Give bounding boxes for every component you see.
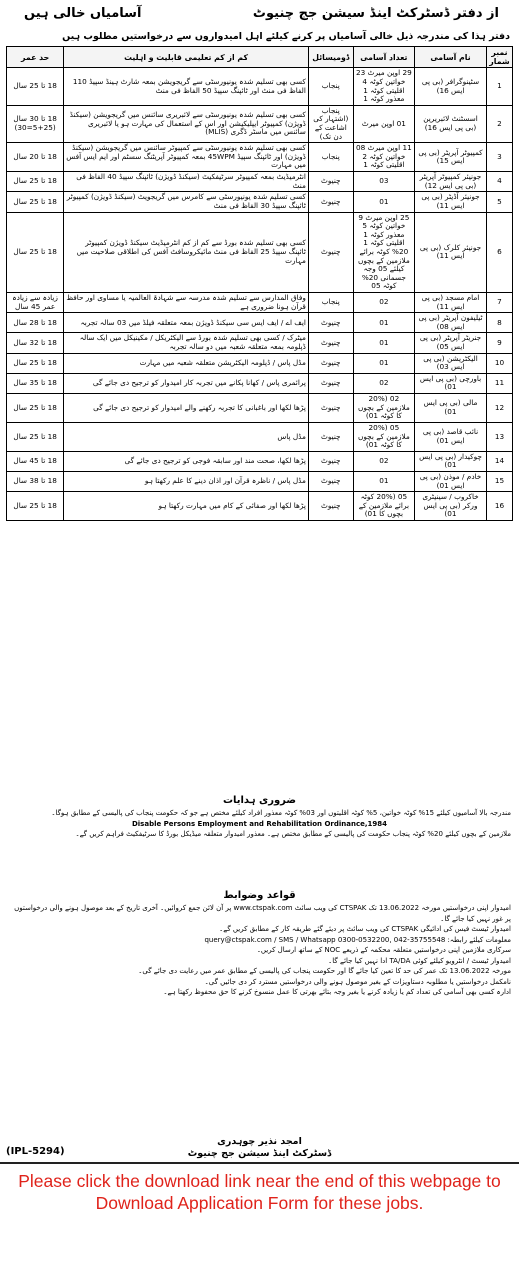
signatory-name: امجد نذیر چوہدری [217,1136,302,1147]
cell-age: 18 تا 35 سال [7,373,64,393]
term-item: نامکمل درخواستیں یا مطلوبہ دستاویزات کے بغیر موصول ہونے والی درخواستیں مسترد کر دی جائیں گی۔ [204,977,511,986]
instructions-block [8,808,511,888]
cell-sr: 11 [486,373,512,393]
cell-title: الیکٹریشن (بی پی ایس 03) [415,353,487,373]
cell-domicile: چنیوٹ [308,422,353,451]
cell-vacancies: 02 (20% ملازمین کے بچوں کا کوٹہ 01) [353,394,414,423]
term-item: سرکاری ملازمین اپنی درخواستیں متعلقہ محکمہ کے ذریعے NOC کے ساتھ ارسال کریں۔ [256,946,511,954]
table-row [7,293,513,313]
cell-qualification: پرائمری پاس / کھانا پکانے میں تجربہ کار امیدوار کو ترجیح دی جائے گی [64,373,309,393]
cell-title: کمپیوٹر آپریٹر (بی پی ایس 15) [415,143,487,172]
table-row [7,143,513,172]
cell-title: جونیئر کلرک (بی پی ایس 11) [415,212,487,292]
cell-vacancies: 05 (20% ملازمین کے بچوں کا کوٹہ 01) [353,422,414,451]
cell-title: امام مسجد (بی پی ایس 11) [415,293,487,313]
cell-vacancies: 03 [353,172,414,192]
terms-title: قواعد وضوابط [223,890,296,901]
cell-sr: 8 [486,313,512,333]
cell-qualification: ایف اے / ایف ایس سی سیکنڈ ڈویژن بمعہ متعلقہ فیلڈ میں 03 سالہ تجربہ [64,313,309,333]
cell-sr: 6 [486,212,512,292]
cell-qualification: مڈل پاس [64,422,309,451]
cell-age: 18 تا 28 سال [7,313,64,333]
header-age: حد عمر [7,47,64,68]
cell-sr: 12 [486,394,512,423]
cell-sr: 2 [486,105,512,142]
cell-vacancies: 29 اوپن میرٹ 23 خواتین کوٹہ 4 اقلیتی کوٹہ 1 معذور کوٹہ 1 [353,68,414,105]
office-heading: از دفتر ڈسٹرکٹ اینڈ سیشن جج چنیوٹ [252,6,499,21]
cell-title: مالی (بی پی ایس 01) [415,394,487,423]
cell-qualification: کسی تسلیم شدہ یونیورسٹی سے کامرس میں گریجویٹ (سیکنڈ ڈویژن) کمپیوٹر ٹائپنگ سپیڈ 30 الفاظ فی منٹ [64,192,309,212]
table-row [7,353,513,373]
cell-domicile: چنیوٹ [308,353,353,373]
instruction-item: Disable Persons Employment and Rehabilitation Ordinance,1984 [131,819,388,828]
cell-qualification: انٹرمیڈیٹ بمعہ کمپیوٹر سرٹیفکیٹ (سیکنڈ ڈویژن) ٹائپنگ سپیڈ 40 الفاظ فی منٹ [64,172,309,192]
cell-title: ٹیلیفون آپریٹر (بی پی ایس 08) [415,313,487,333]
cell-vacancies: 01 [353,353,414,373]
header-qualification: کم از کم تعلیمی قابلیت و اہلیت [64,47,309,68]
cell-age: 18 تا 32 سال [7,333,64,353]
cell-title: اسسٹنٹ لائبریرین (بی پی ایس 16) [415,105,487,142]
cell-age: 18 تا 45 سال [7,451,64,471]
cell-vacancies: 25 اوپن میرٹ 9 خواتین کوٹہ 5 معذور کوٹہ 1 اقلیتی کوٹہ 1 20% کوٹہ برائے ملازمین کے بچوں کیلئے 05 وجہ جسمانی 20% کوٹہ 05 [353,212,414,292]
table-row [7,394,513,423]
instruction-item: مندرجہ بالا آسامیوں کیلئے 15% کوٹہ خواتین، 5% کوٹہ اقلیتوں اور 03% کوٹہ معذور افراد کیلئے مختص ہے جو کہ حکومت پنجاب کی پالیسی کے مطابق ہوگا۔ [51,809,511,817]
cell-age: 18 تا 25 سال [7,492,64,521]
header-title: نام آسامی [415,47,487,68]
cell-domicile: چنیوٹ [308,313,353,333]
cell-vacancies: 01 [353,333,414,353]
cell-domicile: چنیوٹ [308,394,353,423]
cell-domicile: پنجاب [308,143,353,172]
cell-title: خاکروب / سینیٹری ورکر (بی پی ایس 01) [415,492,487,521]
ipl-code: (IPL-5294) [6,1146,65,1157]
header-vacancies: تعداد آسامی [353,47,414,68]
cell-domicile: چنیوٹ [308,192,353,212]
cell-qualification: مڈل پاس / ڈپلومہ الیکٹریشن متعلقہ شعبہ میں مہارت [64,353,309,373]
cell-qualification: مڈل پاس / ناظرہ قرآن اور اذان دینے کا علم رکھتا ہو [64,471,309,491]
cell-vacancies: 11 اوپن میرٹ 08 خواتین کوٹہ 2 اقلیتی کوٹہ 1 [353,143,414,172]
table-row [7,422,513,451]
table-header-row [7,47,513,68]
cell-domicile: پنجاب [308,293,353,313]
intro-text: دفتر ہذا کی مندرجہ ذیل خالی آسامیاں پر کرنے کیلئے اہل امیدواروں سے درخواستیں مطلوب ہیں [62,31,510,42]
cell-title: جونیئر آڈیٹر (بی پی ایس 11) [415,192,487,212]
cell-vacancies: 01 [353,192,414,212]
cell-domicile: چنیوٹ [308,373,353,393]
cell-age: 18 تا 38 سال [7,471,64,491]
cell-sr: 4 [486,172,512,192]
terms-block [8,903,511,1135]
cell-sr: 9 [486,333,512,353]
cell-vacancies: 01 اوپن میرٹ [353,105,414,142]
cell-age: 18 تا 25 سال [7,212,64,292]
table-row [7,313,513,333]
table-row [7,373,513,393]
cell-qualification: میٹرک / کسی بھی تسلیم شدہ بورڈ سے الیکٹریکل / مکینیکل میں ایک سالہ ڈپلومہ بمعہ متعلقہ شعبہ میں دو سالہ تجربہ [64,333,309,353]
cell-domicile: چنیوٹ [308,471,353,491]
cell-title: باورچی (بی پی ایس 01) [415,373,487,393]
table-row [7,68,513,105]
cell-sr: 13 [486,422,512,451]
cell-qualification: پڑھا لکھا اور باغبانی کا تجربہ رکھنے والے امیدوار کو ترجیح دی جائے گی [64,394,309,423]
cell-qualification: کسی بھی تسلیم شدہ بورڈ سے کم از کم انٹرمیڈیٹ سیکنڈ ڈویژن کمپیوٹر ٹائپنگ سپیڈ 25 الفاظ فی منٹ مائیکروسافٹ آفس کی اطلاقی صلاحیت میں مہارت [64,212,309,292]
cell-sr: 7 [486,293,512,313]
cell-domicile: چنیوٹ [308,451,353,471]
cell-age: 18 تا 25 سال [7,394,64,423]
cell-sr: 14 [486,451,512,471]
instructions-title: ضروری ہدایات [222,795,297,806]
vacancies-table [6,46,513,521]
cell-vacancies: 02 [353,451,414,471]
header [6,4,513,30]
vacancies-heading: آسامیاں خالی ہیں [24,6,142,21]
signatory-designation: ڈسٹرکٹ اینڈ سیشن جج چنیوٹ [187,1148,332,1159]
cell-sr: 5 [486,192,512,212]
cell-age: 18 تا 25 سال [7,172,64,192]
cell-title: جنریٹر آپریٹر (بی پی ایس 05) [415,333,487,353]
cell-domicile: چنیوٹ [308,212,353,292]
cell-vacancies: 02 [353,293,414,313]
cell-qualification: پڑھا لکھا، صحت مند اور سابقہ فوجی کو ترجیح دی جائے گی [64,451,309,471]
cell-title: چوکیدار (بی پی ایس 01) [415,451,487,471]
cell-qualification: کسی بھی تسلیم شدہ یونیورسٹی سے گریجویشن بمعہ شارٹ ہینڈ سپیڈ 110 الفاظ فی منٹ اور ٹائپنگ سپیڈ 50 الفاظ فی منٹ [64,68,309,105]
cell-vacancies: 01 [353,471,414,491]
cell-vacancies: 02 [353,373,414,393]
cell-age: 18 تا 20 سال [7,143,64,172]
instruction-item: ملازمین کے بچوں کیلئے 20% کوٹہ پنجاب حکومت کی پالیسی کے مطابق مختص ہے۔ معذور امیدوار متعلقہ میڈیکل بورڈ کا سرٹیفکیٹ فراہم کریں گے۔ [75,830,511,838]
cell-sr: 3 [486,143,512,172]
cell-age: 18 تا 30 سال (25+5=30) [7,105,64,142]
cell-qualification: وفاق المدارس سے تسلیم شدہ مدرسہ سے شہادۃ العالمیہ یا مساوی اور حافظ قرآن ہونا ضروری ہے [64,293,309,313]
table-row [7,451,513,471]
cell-domicile: پنجاب [308,68,353,105]
term-item: معلومات کیلئے رابطہ: query@ctspak.com / SMS / Whatsapp 0300-0532200, 042-35755548 [204,935,511,944]
cell-vacancies: 01 [353,313,414,333]
table-row [7,172,513,192]
cell-domicile: چنیوٹ [308,492,353,521]
header-domicile: ڈومیسائل [308,47,353,68]
cell-vacancies: 05 (20% کوٹہ برائے ملازمین کے بچوں کا 01) [353,492,414,521]
cell-qualification: پڑھا لکھا اور صفائی کے کام میں مہارت رکھتا ہو [64,492,309,521]
cell-age: زیادہ سے زیادہ عمر 45 سال [7,293,64,313]
cell-qualification: کسی بھی تسلیم شدہ یونیورسٹی سے کمپیوٹر سائنس میں گریجویشن (سیکنڈ ڈویژن) اور ٹائپنگ سپیڈ 45WPM بمعہ کمپیوٹر آپریٹنگ سسٹم اور ایم ایس آفس میں مہارت [64,143,309,172]
table-row [7,333,513,353]
cell-age: 18 تا 25 سال [7,353,64,373]
term-item: امیدوار ٹیسٹ / انٹرویو کیلئے کوئی TA/DA ادا نہیں کیا جائے گا۔ [328,956,511,965]
table-row [7,192,513,212]
cell-title: نائب قاصد (بی پی ایس 01) [415,422,487,451]
cell-qualification: کسی بھی تسلیم شدہ یونیورسٹی سے لائبریری سائنس میں گریجویشن (سیکنڈ ڈویژن) کمپیوٹر ایپلیکیشن اور اس کے استعمال کی مہارت ہو یا لائبریری سائنس میں ماسٹر ڈگری (MLIS) [64,105,309,142]
cell-domicile: چنیوٹ [308,172,353,192]
cell-sr: 15 [486,471,512,491]
table-row [7,492,513,521]
term-item: امیدوار ٹیسٹ فیس کی ادائیگی CTSPAK کی ویب سائٹ پر دیئے گئے طریقہ کار کے مطابق کریں گے۔ [219,925,511,933]
signature-block [0,1136,519,1160]
cell-sr: 10 [486,353,512,373]
cell-age: 18 تا 25 سال [7,422,64,451]
cell-age: 18 تا 25 سال [7,192,64,212]
download-notice: Please click the download link near the end of this webpage to Download Application Form for these jobs. [18,1171,501,1213]
cell-age: 18 تا 25 سال [7,68,64,105]
term-item: مورخہ 13.06.2022 تک عمر کی حد کا تعین کیا جائے گا اور حکومت پنجاب کی پالیسی کے مطابق عمر میں رعایت دی جائے گی۔ [138,967,511,975]
table-row [7,105,513,142]
term-item: ادارہ کسی بھی آسامی کی تعداد کم یا زیادہ کرنے یا بغیر وجہ بتائے بھرتی کا عمل منسوخ کرنے کا حق محفوظ رکھتا ہے۔ [163,988,511,996]
cell-title: سٹینوگرافر (بی پی ایس 16) [415,68,487,105]
term-item: امیدوار اپنی درخواستیں مورخہ 13.06.2022 تک CTSPAK کی ویب سائٹ www.ctspak.com پر آن لائن جمع کروائیں۔ آخری تاریخ کے بعد موصول ہونے والی درخواستوں پر غور نہیں کیا جائے گا۔ [14,904,511,923]
cell-title: جونیئر کمپیوٹر آپریٹر (بی پی ایس 12) [415,172,487,192]
header-sr: نمبر شمار [486,47,512,68]
cell-title: خادم / موذن (بی پی ایس 01) [415,471,487,491]
divider [0,1162,519,1164]
cell-sr: 1 [486,68,512,105]
table-row [7,212,513,292]
cell-domicile: چنیوٹ [308,333,353,353]
table-row [7,471,513,491]
cell-domicile: پنجاب (اشتہار کی اشاعت کے دن تک) [308,105,353,142]
cell-sr: 16 [486,492,512,521]
